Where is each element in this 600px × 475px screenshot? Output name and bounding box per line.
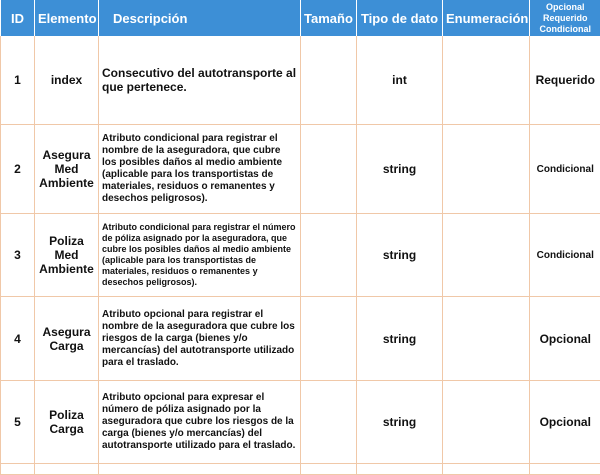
row-elemento: index: [35, 36, 99, 125]
row-requerido: Opcional: [530, 381, 600, 464]
row-tipo-dato: int: [357, 36, 443, 125]
row-enumeracion: [443, 297, 530, 381]
row-requerido: Requerido: [530, 36, 600, 125]
row-descripcion: Atributo condicional para registrar el número de póliza asignado por la aseguradora, que cubre los posibles daños al medio ambiente (aplicable para los transportistas de materiales, residuos o remanentes y desechos peligrosos).: [99, 214, 301, 297]
header-descripcion: Descripción: [99, 0, 301, 36]
header-tamano: Tamaño: [301, 0, 357, 36]
row-requerido: Condicional: [530, 214, 600, 297]
header-opcional-requerido: Opcional Requerido Condicional: [530, 0, 600, 36]
table-row: [1, 214, 600, 297]
header-enumeracion: Enumeración: [443, 0, 530, 36]
row-id: 5: [1, 381, 35, 464]
row-tamano: [301, 214, 357, 297]
table-header-row: [1, 0, 600, 36]
row-tamano: [301, 381, 357, 464]
table-row: [1, 36, 600, 125]
table-row: [1, 125, 600, 214]
row-requerido: Opcional: [530, 297, 600, 381]
header-tipo-dato: Tipo de dato: [357, 0, 443, 36]
row-tamano: [301, 36, 357, 125]
row-tamano: [301, 125, 357, 214]
row-tipo-dato: string: [357, 381, 443, 464]
row-tipo-dato: string: [357, 125, 443, 214]
row-descripcion: Consecutivo del autotransporte al que pertenece.: [99, 36, 301, 125]
row-elemento: Asegura Med Ambiente: [35, 125, 99, 214]
header-id: ID: [1, 0, 35, 36]
row-descripcion: Atributo condicional para registrar el nombre de la aseguradora, que cubre los posibles daños al medio ambiente (aplicable para los transportistas de materiales, residuos o remanentes y desechos peligrosos).: [99, 125, 301, 214]
row-id: 3: [1, 214, 35, 297]
row-elemento: Poliza Med Ambiente: [35, 214, 99, 297]
row-descripcion: Atributo opcional para registrar el nombre de la aseguradora que cubre los riesgos de la carga (bienes y/o mercancías) del autotransporte utilizado para el traslado.: [99, 297, 301, 381]
row-enumeracion: [443, 381, 530, 464]
row-id: 4: [1, 297, 35, 381]
row-elemento: Asegura Carga: [35, 297, 99, 381]
row-enumeracion: [443, 214, 530, 297]
row-id: 1: [1, 36, 35, 125]
row-enumeracion: [443, 125, 530, 214]
row-descripcion: Atributo opcional para expresar el número de póliza asignado por la aseguradora que cubre los riesgos de la carga (bienes y/o mercancías) del autotransporte utilizado para el traslado.: [99, 381, 301, 464]
row-tipo-dato: string: [357, 214, 443, 297]
row-tamano: [301, 297, 357, 381]
row-elemento: Poliza Carga: [35, 381, 99, 464]
row-id: 2: [1, 125, 35, 214]
header-elemento: Elemento: [35, 0, 99, 36]
table-row: [1, 381, 600, 464]
row-tipo-dato: string: [357, 297, 443, 381]
row-requerido: Condicional: [530, 125, 600, 214]
row-enumeracion: [443, 36, 530, 125]
table-row: [1, 297, 600, 381]
